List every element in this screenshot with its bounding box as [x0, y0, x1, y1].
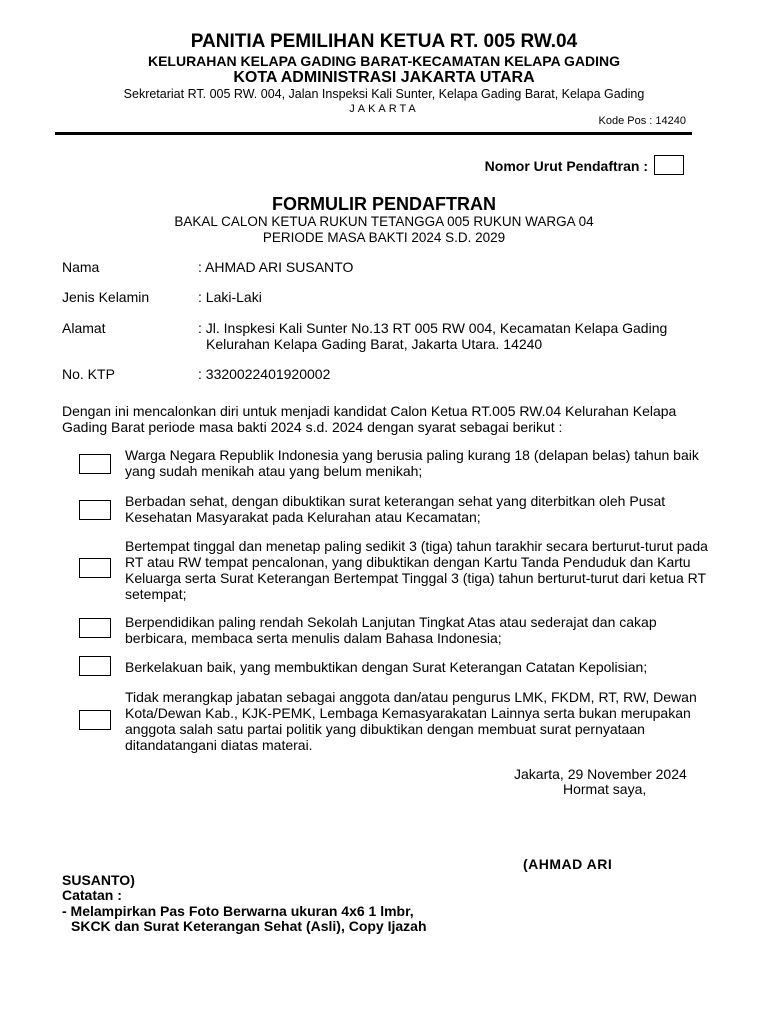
letterhead-city-spaced: JAKARTA [349, 103, 419, 115]
field-label-jenis-kelamin: Jenis Kelamin [62, 289, 150, 305]
field-value-ktp: : 3320022401920002 [198, 366, 331, 382]
field-label-ktp: No. KTP [62, 366, 115, 382]
signature-name-part2: SUSANTO) [62, 872, 135, 888]
requirement-text-5: Berkelakuan baik, yang membuktikan dengan Surat Keterangan Catatan Kepolisian; [125, 659, 648, 675]
requirement-checkbox-3[interactable] [79, 558, 111, 578]
requirement-checkbox-1[interactable] [79, 454, 111, 474]
field-label-alamat: Alamat [62, 320, 106, 336]
letterhead-address: Sekretariat RT. 005 RW. 004, Jalan Inspeksi Kali Sunter, Kelapa Gading Barat, Kelapa Gading [123, 87, 645, 101]
form-subtitle-1: BAKAL CALON KETUA RUKUN TETANGGA 005 RUKUN WARGA 04 [174, 214, 594, 229]
requirement-checkbox-4[interactable] [79, 618, 111, 638]
requirement-text-1: Warga Negara Republik Indonesia yang berusia paling kurang 18 (delapan belas) tahun baik yang sudah menikah atau yang belum menikah; [125, 447, 699, 479]
letterhead-city: KOTA ADMINISTRASI JAKARTA UTARA [233, 69, 535, 86]
signature-name-part1: (AHMAD ARI [523, 856, 613, 872]
field-value-alamat-line2: Kelurahan Kelapa Gading Barat, Jakarta Utara. 14240 [206, 336, 543, 352]
place-date: Jakarta, 29 November 2024 [514, 766, 687, 782]
form-subtitle-2: PERIODE MASA BAKTI 2024 S.D. 2029 [262, 230, 506, 245]
notes-line-1: - Melampirkan Pas Foto Berwarna ukuran 4x6 1 lmbr, [62, 903, 414, 919]
requirement-checkbox-2[interactable] [79, 500, 111, 520]
requirement-checkbox-6[interactable] [79, 710, 111, 730]
requirement-text-6: Tidak merangkap jabatan sebagai anggota dan/atau pengurus LMK, FKDM, RT, RW, Dewan Kota/Dewan Kab., KJK-PEMK, Lembaga Kemasyarakatan Lainnya serta bukan merupakan anggota salah satu partai politik yang dibuktikan dengan membuat surat pernyataan ditandatangani diatas materai. [125, 689, 697, 753]
field-value-nama: : AHMAD ARI SUSANTO [198, 259, 354, 275]
registration-number-box[interactable] [654, 155, 684, 175]
regards: Hormat saya, [563, 781, 647, 797]
field-label-nama: Nama [62, 259, 100, 275]
postal-code: Kode Pos : 14240 [598, 115, 686, 127]
letterhead-title: PANITIA PEMILIHAN KETUA RT. 005 RW.04 [190, 31, 578, 52]
requirement-text-3: Bertempat tinggal dan menetap paling sedikit 3 (tiga) tahun tarakhir secara berturut-turut pada RT atau RW tempat pencalonan, yang dibuktikan dengan Kartu Tanda Penduduk dan Kartu Keluarga serta Surat Keterangan Bertempat Tinggal 3 (tiga) tahun berturut-turut dari ketua RT setempat; [125, 538, 708, 602]
header-divider [55, 132, 692, 135]
field-value-jenis-kelamin: : Laki-Laki [198, 289, 262, 305]
letterhead-kelurahan: KELURAHAN KELAPA GADING BARAT-KECAMATAN KELAPA GADING [147, 53, 621, 69]
requirement-text-2: Berbadan sehat, dengan dibuktikan surat keterangan sehat yang diterbitkan oleh Pusat Kesehatan Masyarakat pada Kelurahan atau Kecamatan; [125, 493, 666, 525]
field-value-alamat [198, 320, 718, 352]
requirement-text-4: Berpendidikan paling rendah Sekolah Lanjutan Tingkat Atas atau sederajat dan cakap berbicara, membaca serta menulis dalam Bahasa Indonesia; [125, 614, 657, 646]
registration-number-label: Nomor Urut Pendaftran : [484, 158, 648, 174]
form-title: FORMULIR PENDAFTRAN [272, 194, 496, 214]
notes-line-2: SKCK dan Surat Keterangan Sehat (Asli), Copy Ijazah [71, 918, 427, 934]
requirement-checkbox-5[interactable] [79, 656, 111, 676]
field-value-alamat-line1: : Jl. Inspkesi Kali Sunter No.13 RT 005 RW 004, Kecamatan Kelapa Gading [198, 320, 668, 336]
notes-title: Catatan : [62, 887, 122, 903]
statement-paragraph: Dengan ini mencalonkan diri untuk menjadi kandidat Calon Ketua RT.005 RW.04 Kelurahan Kelapa Gading Barat periode masa bakti 2024 s.d. 2024 dengan syarat sebagai berikut : [62, 403, 677, 435]
